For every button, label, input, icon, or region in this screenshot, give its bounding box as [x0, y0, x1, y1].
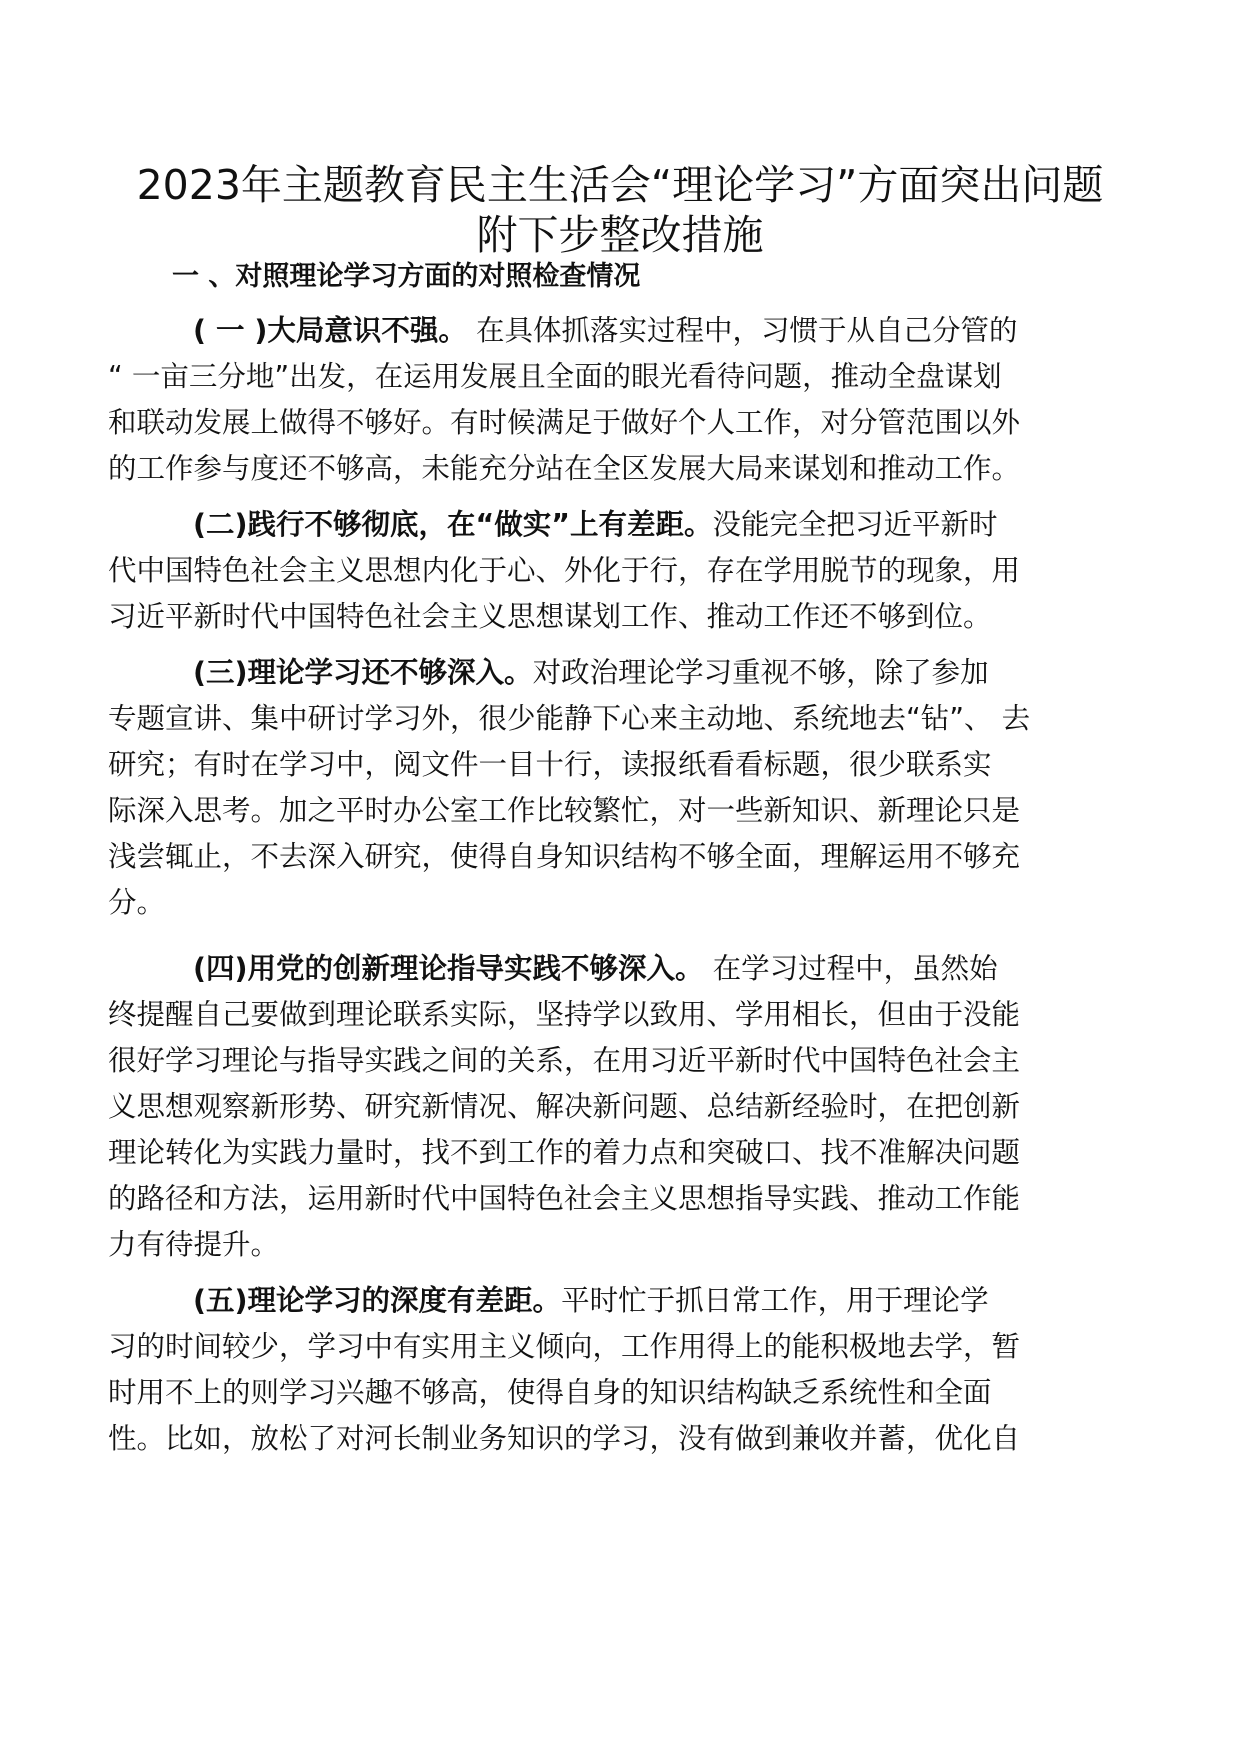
paragraph-text: 平时忙于抓日常工作，用于理论学	[561, 1284, 989, 1317]
paragraph-line: 义思想观察新形势、研究新情况、解决新问题、总结新经验时，在把创新	[108, 1090, 1021, 1123]
paragraph-line: 代中国特色社会主义思想内化于心、外化于行，存在学用脱节的现象，用	[108, 554, 1021, 587]
paragraph-line: 理论转化为实践力量时，找不到工作的着力点和突破口、找不准解决问题	[108, 1136, 1021, 1169]
paragraph-line: 分。	[108, 886, 166, 919]
paragraph-3	[108, 650, 1120, 926]
paragraph-line: 终提醒自己要做到理论联系实际，坚持学以致用、学用相长，但由于没能	[108, 998, 1021, 1031]
paragraph-heading: (二)践行不够彻底，在“做实”上有差距。	[193, 508, 713, 541]
paragraph-heading: (四)用党的创新理论指导实践不够深入。	[193, 952, 704, 985]
paragraph-text: 没能完全把习近平新时	[712, 508, 998, 541]
paragraph-line	[108, 308, 1120, 354]
title-line-1: 2023年主题教育民主生活会“理论学习”方面突出问题	[136, 161, 1104, 209]
paragraph-line: 很好学习理论与指导实践之间的关系，在用习近平新时代中国特色社会主	[108, 1044, 1021, 1077]
paragraph-line	[108, 502, 1120, 548]
paragraph-heading: (三)理论学习还不够深入。	[193, 656, 533, 689]
paragraph-text: 对政治理论学习重视不够，除了参加	[532, 656, 989, 689]
paragraph-line: 时用不上的则学习兴趣不够高，使得自身的知识结构缺乏系统性和全面	[108, 1376, 992, 1409]
section-heading: 一 、对照理论学习方面的对照检查情况	[172, 261, 641, 292]
paragraph-text: 在学习过程中，虽然始	[703, 952, 998, 985]
paragraph-line: 专题宣讲、集中研讨学习外，很少能静下心来主动地、系统地去“钻”、 去	[108, 702, 1031, 735]
paragraph-line: 浅尝辄止，不去深入研究，使得自身知识结构不够全面，理解运用不够充	[108, 840, 1021, 873]
document-title	[100, 160, 1140, 260]
paragraph-line: 和联动发展上做得不够好。有时候满足于做好个人工作，对分管范围以外	[108, 406, 1021, 439]
paragraph-line	[108, 1278, 1120, 1324]
document-body	[108, 256, 1120, 1462]
paragraph-line: 的工作参与度还不够高，未能充分站在全区发展大局来谋划和推动工作。	[108, 452, 1021, 485]
paragraph-line: 习的时间较少，学习中有实用主义倾向，工作用得上的能积极地去学，暂	[108, 1330, 1021, 1363]
paragraph-4	[108, 946, 1120, 1268]
paragraph-line: “ 一亩三分地”出发，在运用发展且全面的眼光看待问题，推动全盘谋划	[108, 360, 1002, 393]
paragraph-line	[108, 946, 1120, 992]
paragraph-line: 性。比如，放松了对河长制业务知识的学习，没有做到兼收并蓄，优化自	[108, 1422, 1021, 1455]
paragraph-line: 的路径和方法，运用新时代中国特色社会主义思想指导实践、推动工作能	[108, 1182, 1021, 1215]
paragraph-text: 在具体抓落实过程中，习惯于从自己分管的	[466, 314, 1018, 347]
paragraph-line: 习近平新时代中国特色社会主义思想谋划工作、推动工作还不够到位。	[108, 600, 992, 633]
paragraph-line	[108, 650, 1120, 696]
paragraph-heading: ( 一 )大局意识不强。	[193, 314, 467, 347]
paragraph-line: 研究；有时在学习中，阅文件一目十行，读报纸看看标题，很少联系实	[108, 748, 992, 781]
paragraph-heading: (五)理论学习的深度有差距。	[193, 1284, 562, 1317]
title-line-2: 附下步整改措施	[476, 211, 764, 259]
paragraph-5	[108, 1278, 1120, 1462]
paragraph-line: 际深入思考。加之平时办公室工作比较繁忙，对一些新知识、新理论只是	[108, 794, 1021, 827]
paragraph-2	[108, 502, 1120, 640]
paragraph-line: 力有待提升。	[108, 1228, 280, 1261]
paragraph-1	[108, 308, 1120, 492]
